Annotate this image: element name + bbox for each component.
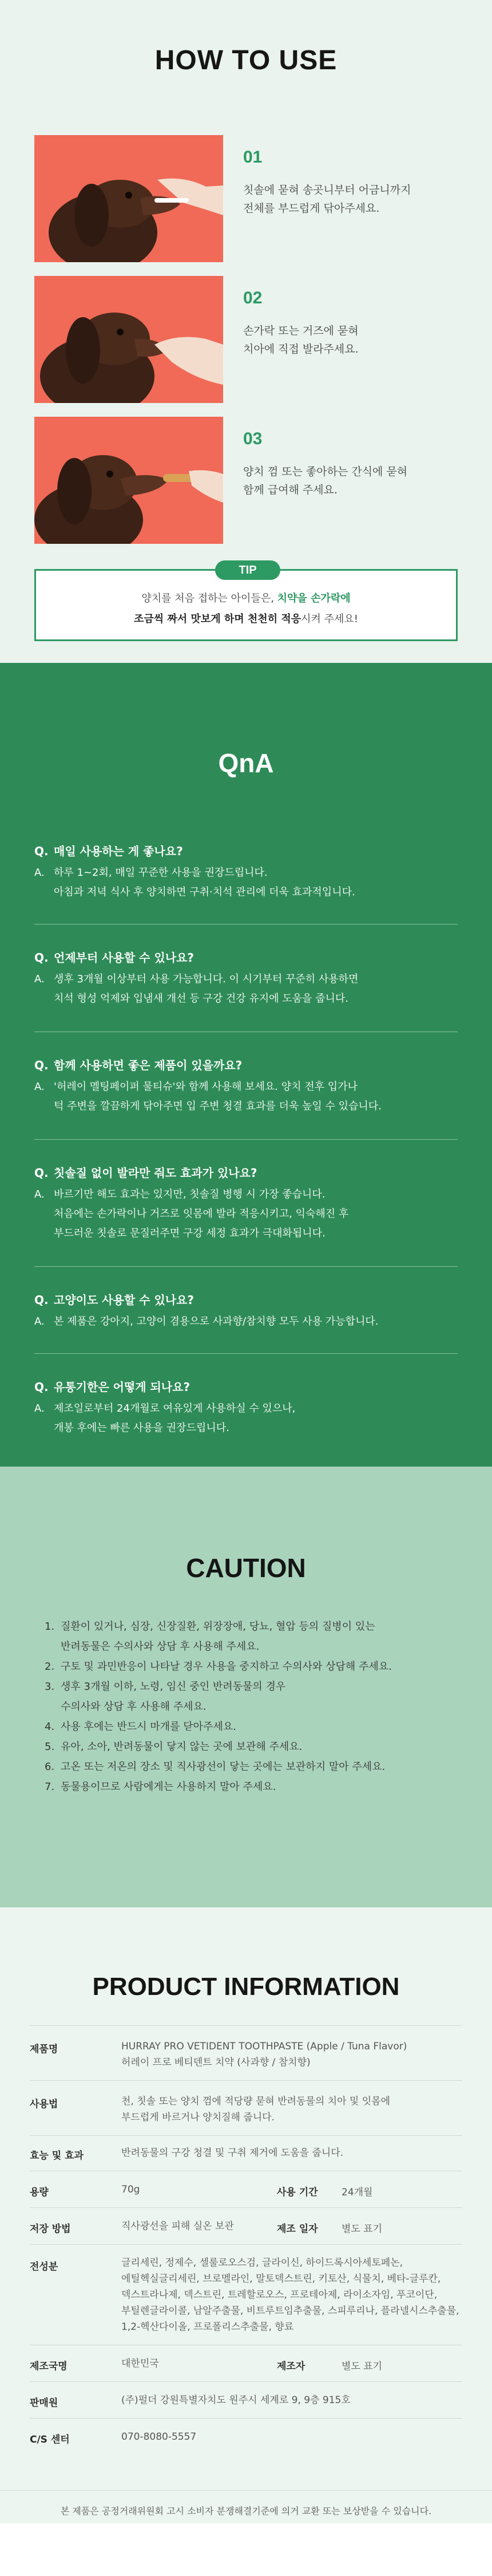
tip-line-1: 양치를 처음 접하는 아이들은, 치약을 손가락에 <box>141 592 351 605</box>
caution-item: 4. 사용 후에는 반드시 마개를 닫아주세요. <box>45 1721 236 1733</box>
info-footnote: 본 제품은 공정거래위원회 고시 소비자 분쟁해결기준에 의거 교환 또는 보상받을 수 있습니다. <box>60 2506 432 2516</box>
answer: A. 하루 1~2회, 매일 꾸준한 사용을 권장드립니다. 아침과 저녁 식사 후 양치하면 구취·치석 관리에 더욱 효과적입니다. <box>34 867 355 898</box>
qna-divider <box>34 1266 458 1267</box>
dog-treat-illustration <box>34 417 223 544</box>
product-info-section <box>0 1907 492 2523</box>
caution-item: 5. 유아, 소아, 반려동물이 닿지 않는 곳에 보관해 주세요. <box>45 1741 303 1753</box>
question: Q. 유통기한은 어떻게 되나요? <box>34 1380 191 1394</box>
step-3-number: 03 <box>243 429 263 448</box>
step-1 <box>34 135 458 262</box>
product-info-title: PRODUCT INFORMATION <box>92 1973 400 2001</box>
info-row-effect: 효능 및 효과 반려동물의 구강 청결 및 구취 제거에 도움을 줍니다. <box>30 2135 462 2171</box>
question: Q. 칫솔질 없이 발라만 줘도 효과가 있나요? <box>34 1166 257 1180</box>
caution-section <box>0 1467 492 1907</box>
info-row-country: 제조국명 대한민국 제조자 별도 표기 <box>30 2345 462 2381</box>
dog-toothbrush-illustration <box>34 135 223 262</box>
tip-badge: TIP <box>215 560 280 580</box>
caution-item: 3. 생후 3개월 이하, 노령, 임신 중인 반려동물의 경우 수의사와 상담 후 사용해 주세요. <box>45 1681 286 1713</box>
step-1-text: 칫솔에 묻혀 송곳니부터 어금니까지 전체를 부드럽게 닦아주세요. <box>243 184 411 215</box>
qna-item-3 <box>34 1057 458 1116</box>
answer: A. 바르기만 해도 효과는 있지만, 칫솔질 병행 시 가장 좋습니다. 처음에는 손가락이나 거즈로 잇몸에 발라 적응시키고, 익숙해진 후 부드러운 칫솔로 문질러주면 구강 세정 효과가 극대화됩니다. <box>34 1188 349 1239</box>
qna-title: QnA <box>218 748 274 778</box>
step-2-text: 손가락 또는 거즈에 묻혀 치아에 직접 발라주세요. <box>243 325 359 355</box>
info-row-seller: 판매원 (주)펄더 강원특별자치도 원주시 세계로 9, 9층 915호 <box>30 2381 462 2418</box>
step-2 <box>34 276 458 403</box>
dog-finger-illustration <box>34 276 223 403</box>
info-row-product-name: 제품명 HURRAY PRO VETIDENT TOOTHPASTE (Apple / Tuna Flavor) 허레이 프로 베티덴트 치약 (사과향 / 참치향) <box>30 2025 462 2080</box>
info-footer-divider <box>0 2490 492 2491</box>
step-2-photo <box>34 276 223 403</box>
caution-item: 7. 동물용이므로 사람에게는 사용하지 말아 주세요. <box>45 1781 276 1793</box>
info-row-storage: 저장 방법 직사광선을 피해 실온 보관 제조 일자 별도 표기 <box>30 2207 462 2244</box>
qna-item-6 <box>34 1378 458 1438</box>
answer: A. 본 제품은 강아지, 고양이 겸용으로 사과향/참치향 모두 사용 가능합니다. <box>34 1315 379 1327</box>
tip-line-2: 조금씩 짜서 맛보게 하며 천천히 적응시켜 주세요! <box>133 613 359 625</box>
caution-title: CAUTION <box>186 1553 306 1583</box>
info-row-cs: C/S 센터 070-8080-5557 <box>30 2418 462 2455</box>
info-row-usage: 사용법 천, 칫솔 또는 양치 껌에 적당량 묻혀 반려동물의 치아 및 잇몸에 부드럽게 바르거나 양치질해 줍니다. <box>30 2080 462 2135</box>
info-row-ingredients: 전성분 글리세린, 정제수, 셀룰로오스검, 글라이신, 하이드록시아세토페논, 에틸헥실글리세린, 브로멜라인, 말토덱스트린, 키토산, 식물치, 베타-글루칸, 덱스트라나제, 덱스트린, 트레할로오스, 프로테아제, 라이소자임, 푸코이단, 부틸렌글라이콜, 남알주출물, 비트루트임추출물, 스피루리나, 플라넬시스추출물, 1,2-헥산다이올, 프로폴리스추출물, 향료 <box>30 2244 462 2345</box>
info-row-volume: 용량 70g 사용 기간 24개월 <box>30 2171 462 2207</box>
answer: A. 제조일로부터 24개월로 여유있게 사용하실 수 있으나, 개봉 후에는 빠른 사용을 권장드립니다. <box>34 1402 296 1434</box>
caution-list <box>45 1617 457 1797</box>
qna-item-1 <box>34 843 458 902</box>
step-3-photo <box>34 417 223 544</box>
step-3-text: 양치 껌 또는 좋아하는 간식에 묻혀 함께 급여해 주세요. <box>243 465 408 496</box>
qna-divider <box>34 1139 458 1140</box>
step-3 <box>34 417 458 544</box>
step-1-number: 01 <box>243 148 263 167</box>
qna-item-2 <box>34 949 458 1009</box>
question: Q. 언제부터 사용할 수 있나요? <box>34 951 195 965</box>
qna-item-5 <box>34 1291 458 1332</box>
caution-item: 2. 구토 및 과민반응이 나타날 경우 사용을 중지하고 수의사와 상담해 주세요. <box>45 1661 392 1673</box>
question: Q. 매일 사용하는 게 좋나요? <box>34 844 183 858</box>
how-to-use-title: HOW TO USE <box>154 45 338 76</box>
answer: A. 생후 3개월 이상부터 사용 가능합니다. 이 시기부터 꾸준히 사용하면 치석 형성 억제와 입냄새 개선 등 구강 건강 유지에 도움을 줍니다. <box>34 973 359 1005</box>
question: Q. 고양이도 사용할 수 있나요? <box>34 1293 195 1307</box>
answer: A. '허레이 멜팅페이퍼 물티슈'와 함께 사용해 보세요. 양치 전후 입가나 턱 주변을 깔끔하게 닦아주면 입 주변 청결 효과를 더욱 높일 수 있습니다. <box>34 1081 382 1112</box>
qna-item-4 <box>34 1164 458 1243</box>
qna-divider <box>34 1353 458 1354</box>
tip-box <box>34 564 458 641</box>
caution-item: 6. 고온 또는 저온의 장소 및 직사광선이 닿는 곳에는 보관하지 말아 주세요. <box>45 1761 386 1773</box>
step-2-number: 02 <box>243 289 263 307</box>
question: Q. 함께 사용하면 좋은 제품이 있을까요? <box>34 1058 243 1072</box>
how-to-use-section <box>0 0 492 663</box>
step-1-photo <box>34 135 223 262</box>
caution-item: 1. 질환이 있거나, 심장, 신장질환, 위장장애, 당뇨, 혈압 등의 질병이 있는 반려동물은 수의사와 상담 후 사용해 주세요. <box>45 1621 375 1653</box>
qna-section <box>0 663 492 1467</box>
